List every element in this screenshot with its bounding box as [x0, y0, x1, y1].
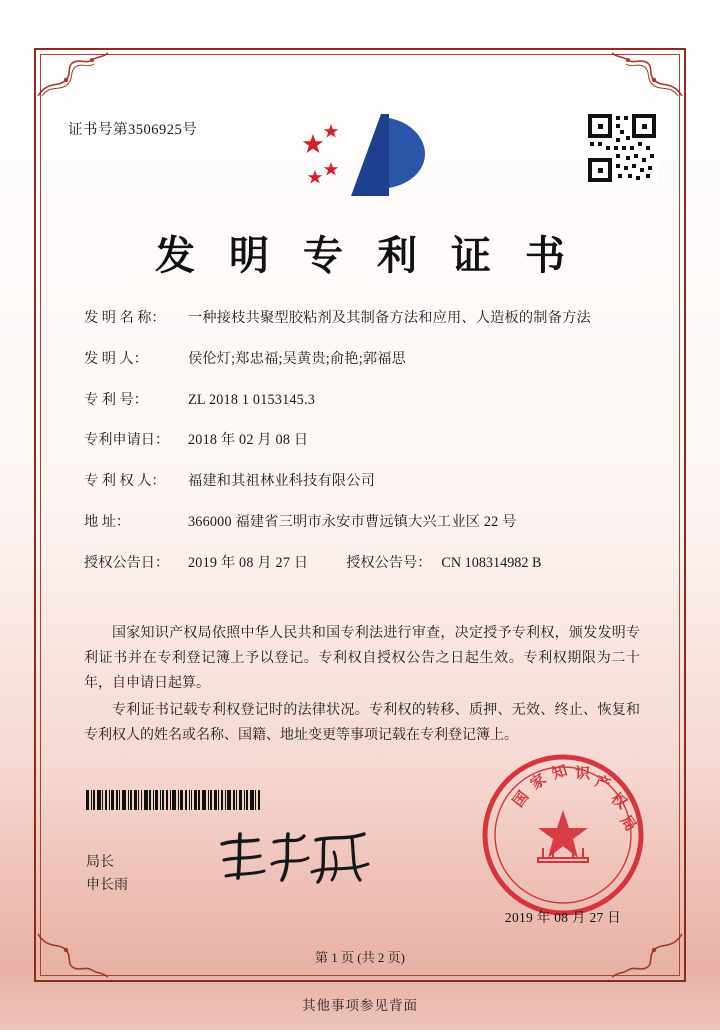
page-title: 发 明 专 利 证 书: [155, 233, 577, 278]
field-row: [84, 308, 640, 329]
paragraph: 专利证书记载专利权登记时的法律状况。专利权的转移、质押、无效、终止、恢复和专利权人的姓名或名称、国籍、地址变更等事项记载在专利登记簿上。: [84, 702, 640, 743]
field-value: ZL 2018 1 0153145.3: [188, 391, 316, 408]
qr-code-icon: [586, 112, 658, 184]
grant-number-label: 授权公告号：: [346, 554, 432, 571]
field-row: [84, 471, 640, 492]
grant-date-value: 2019 年 08 月 27 日: [188, 554, 309, 571]
grant-number-value: CN 108314982 B: [441, 554, 542, 571]
svg-text:局: 局: [616, 812, 639, 835]
field-value: 366000 福建省三明市永安市曹远镇大兴工业区 22 号: [188, 513, 517, 530]
svg-text:权: 权: [607, 790, 630, 813]
field-label: 专利申请日：: [84, 432, 170, 449]
field-list: [84, 308, 640, 594]
field-label: 专 利 权 人：: [84, 473, 166, 490]
corner-ornament-icon: [610, 50, 684, 98]
paragraph: 国家知识产权局依照中华人民共和国专利法进行审查，决定授予专利权，颁发发明专利证书并在专利登记簿上予以登记。专利权自授权公告之日起生效。专利权期限为二十年，自申请日起算。: [84, 626, 640, 691]
official-red-seal-icon: [480, 752, 646, 918]
signature-name: 申长雨: [86, 877, 128, 893]
signature-title: 局长: [86, 855, 114, 870]
field-value: 一种接枝共聚型胶粘剂及其制备方法和应用、人造板的制备方法: [188, 310, 591, 326]
field-label: 专 利 号：: [84, 391, 148, 408]
grant-date-label: 授权公告日：: [84, 554, 170, 571]
corner-ornament-icon: [36, 50, 110, 98]
back-note: 其他事项参见背面: [302, 998, 418, 1013]
grant-row: [84, 553, 640, 574]
field-label: 发 明 人：: [84, 350, 148, 367]
signature-block: [86, 852, 128, 897]
seal-date: 2019 年 08 月 27 日: [504, 910, 622, 925]
svg-text:产: 产: [592, 773, 613, 794]
svg-text:家: 家: [527, 771, 550, 794]
page-number: 第 1 页 (共 2 页): [315, 950, 405, 965]
legal-text: [84, 622, 640, 751]
handwritten-signature-icon: [212, 828, 388, 890]
field-row: [84, 430, 640, 451]
field-value: 2018 年 02 月 08 日: [188, 432, 309, 449]
field-label: 地 址：: [84, 513, 131, 530]
barcode: [86, 790, 276, 810]
field-row: [84, 349, 640, 370]
svg-text:国: 国: [510, 788, 533, 811]
field-row: [84, 390, 640, 411]
svg-text:知: 知: [550, 762, 570, 783]
field-label: 发 明 名 称：: [84, 310, 166, 326]
field-value: 侯伦灯;郑忠福;吴黄贵;俞艳;郭福思: [188, 350, 406, 367]
field-value: 福建和其祖林业科技有限公司: [188, 473, 376, 490]
field-row: [84, 512, 640, 533]
svg-text:识: 识: [574, 766, 591, 783]
certificate-number: 证书号第3506925号: [68, 122, 198, 138]
